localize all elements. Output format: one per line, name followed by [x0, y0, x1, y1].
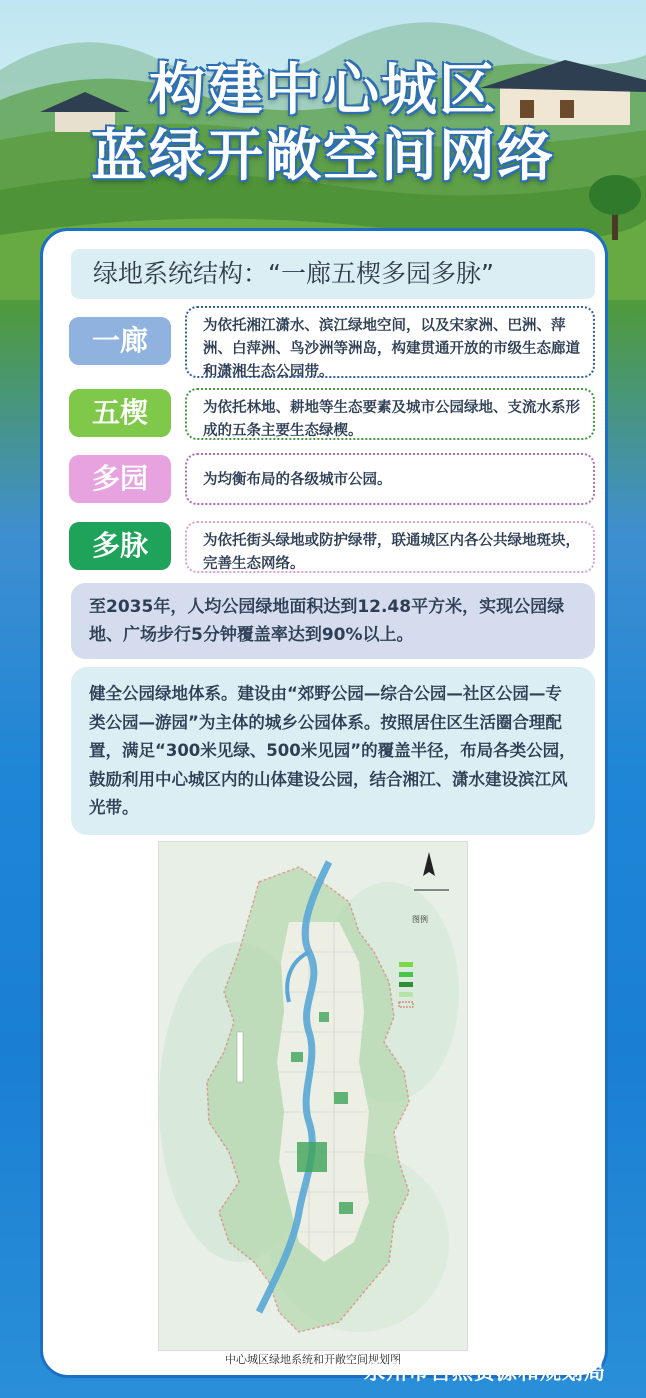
- desc-yilang: 为依托湘江潇水、滨江绿地空间，以及宋家洲、巴洲、萍洲、白萍洲、鸟沙洲等洲岛，构建贯通开放的市级生态廊道和潇湘生态公园带。: [185, 306, 595, 378]
- park-system-text: 健全公园绿地体系。建设由“郊野公园—综合公园—社区公园—专类公园—游园”为主体的城乡公园体系。按照居住区生活圈合理配置，满足“300米见绿、500米见园”的覆盖半径，布局各类公园，鼓励利用中心城区内的山体建设公园，结合湘江、潇水建设滨江风光带。: [71, 667, 595, 835]
- desc-duomai: 为依托街头绿地或防护绿带，联通城区内各公共绿地斑块，完善生态网络。: [185, 521, 595, 573]
- title-line-2: 蓝绿开敞空间网络: [91, 124, 555, 189]
- map-caption: 中心城区绿地系统和开敞空间规划图: [225, 1353, 401, 1366]
- structure-heading: 绿地系统结构：“一廊五楔多园多脉”: [71, 249, 595, 299]
- target-2035-text: 至2035年，人均公园绿地面积达到12.48平方米，实现公园绿地、广场步行5分钟覆盖率达到90%以上。: [71, 583, 595, 659]
- page-title: [0, 58, 646, 190]
- desc-duoyuan: 为均衡布局的各级城市公园。: [185, 453, 595, 505]
- plan-map-graphic: [159, 842, 467, 1350]
- legend-title: 图例: [412, 915, 428, 924]
- tag-duoyuan: 多园: [69, 455, 171, 503]
- tag-wuxie: 五楔: [69, 389, 171, 437]
- desc-wuxie: 为依托林地、耕地等生态要素及城市公园绿地、支流水系形成的五条主要生态绿楔。: [185, 388, 595, 440]
- title-line-1: 构建中心城区: [149, 58, 497, 123]
- tag-duomai: 多脉: [69, 522, 171, 570]
- green-space-plan-map: [158, 841, 468, 1351]
- issuing-organization: 永州市自然资源和规划局: [364, 1360, 606, 1384]
- content-card: [40, 228, 608, 1378]
- tag-yilang: 一廊: [69, 317, 171, 365]
